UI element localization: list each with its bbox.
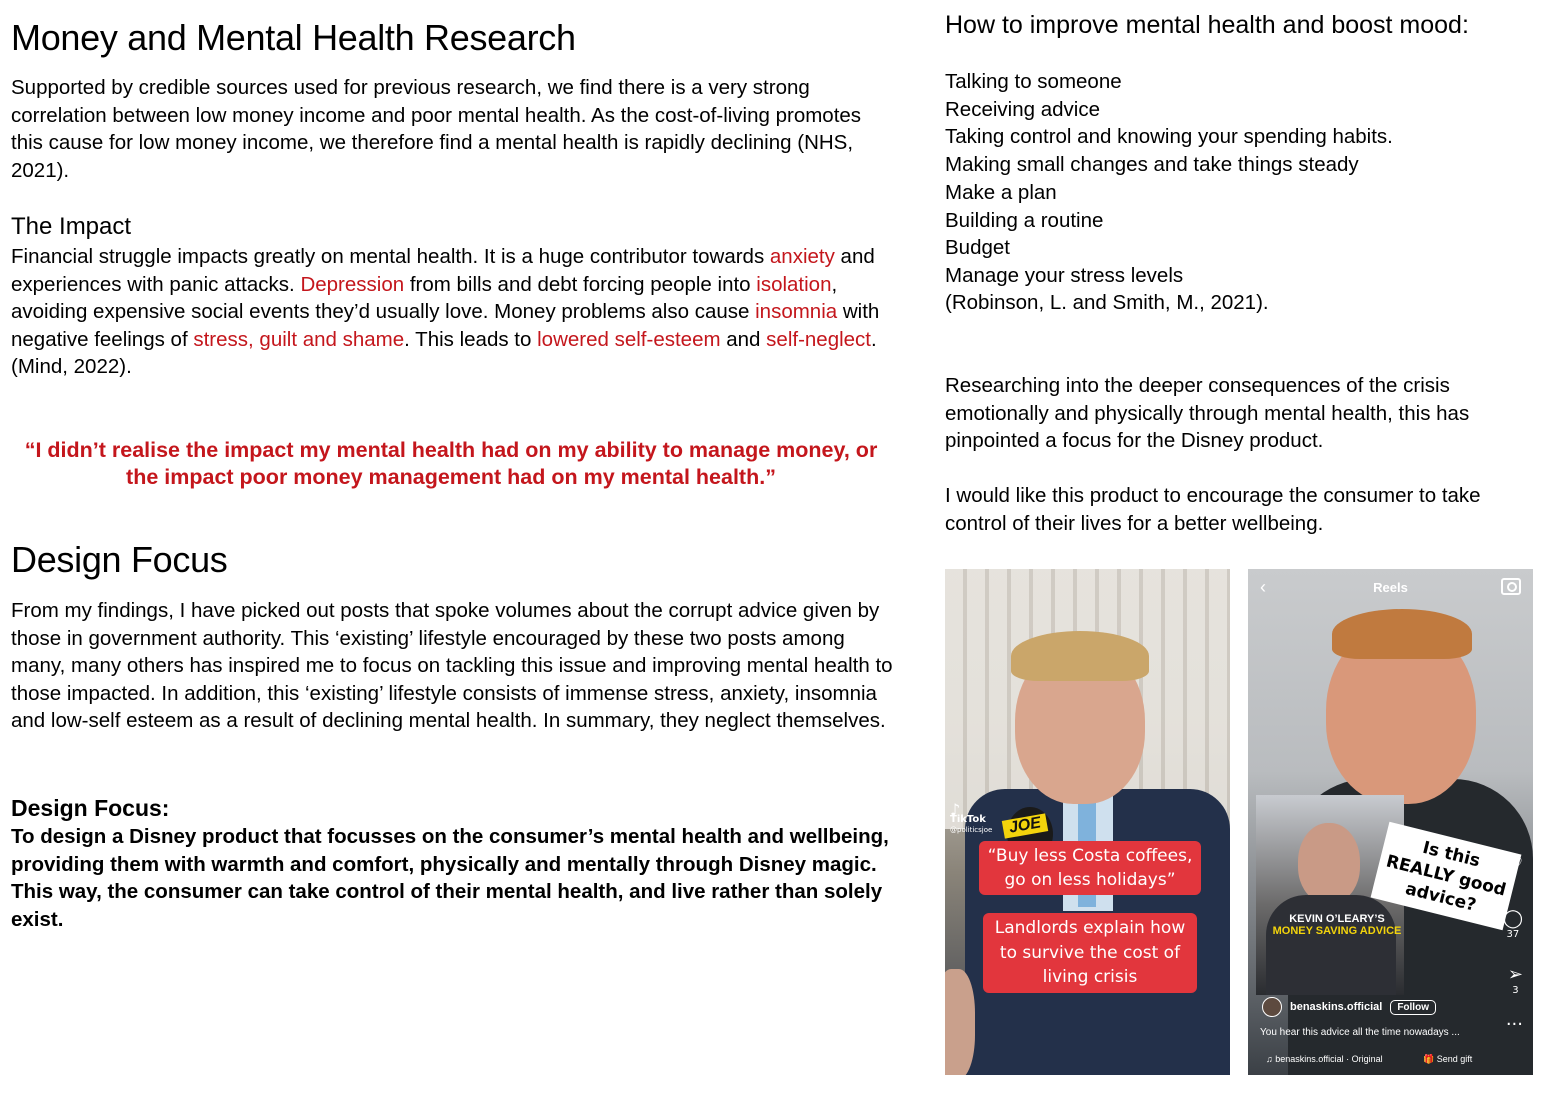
follow-button[interactable]: Follow (1390, 1000, 1436, 1015)
tiktok-logo-text: TikTok (950, 814, 986, 825)
tip-item: Budget (945, 236, 1010, 260)
tip-item: Taking control and knowing your spending habits. (945, 125, 1393, 149)
tiktok-icon: ♪ (950, 800, 961, 819)
impact-text: with negative feelings of (11, 300, 880, 351)
impact-text: , avoiding expensive social events they’d usually love. Money problems also cause (11, 272, 838, 323)
person-hair (1011, 631, 1149, 681)
pull-quote: “I didn’t realise the impact my mental health had on my ability to manage money, or the impact poor money management had on my mental health.” (24, 438, 878, 489)
reel-author (1262, 997, 1436, 1017)
highlight-isolation: isolation (756, 272, 832, 296)
product-note: I would like this product to encourage the consumer to take control of their lives for a better wellbeing. (945, 484, 1481, 535)
tip-item: Make a plan (945, 180, 1057, 204)
tip-item: Receiving advice (945, 97, 1100, 121)
highlight-lowered-self-esteem: lowered self-esteem (537, 327, 721, 351)
camera-icon[interactable] (1501, 578, 1521, 595)
share-count: 3 (1512, 985, 1519, 996)
reel-audio[interactable] (1266, 1054, 1383, 1064)
person-hair (1332, 609, 1472, 659)
design-focus-heading: Design Focus (11, 539, 228, 580)
share-button[interactable] (1508, 965, 1523, 996)
highlight-self-neglect: self-neglect (766, 327, 872, 351)
highlight-anxiety: anxiety (769, 245, 835, 268)
impact-paragraph (11, 243, 891, 381)
design-focus-statement: To design a Disney product that focusses on the consumer’s mental health and wellbeing, providing them with warmth and comfort, physically and mentally through Disney magic. This way, the consumer can take control of their mental health, and live rather than solely exist. (11, 825, 889, 932)
impact-text: . This leads to (404, 327, 538, 351)
inset-person-head (1298, 823, 1360, 903)
tiktok-logo (950, 800, 993, 835)
music-icon: ♫ (1266, 1054, 1276, 1064)
tips-heading: How to improve mental health and boost mood: (945, 11, 1469, 39)
tip-item: Making small changes and take things steady (945, 153, 1359, 177)
tips-citation: (Robinson, L. and Smith, M., 2021). (945, 291, 1269, 314)
gift-icon: 🎁 (1423, 1054, 1437, 1064)
highlight-depression: Depression (300, 272, 405, 296)
tiktok-handle: @politicsjoe (950, 826, 993, 834)
microphone-flag: JOE (1002, 813, 1048, 838)
gift-label: Send gift (1436, 1054, 1473, 1064)
more-options-button[interactable] (1506, 1015, 1523, 1035)
design-focus-subheading: Design Focus: (11, 795, 170, 821)
page-title: Money and Mental Health Research (11, 17, 576, 58)
comment-count: 37 (1506, 929, 1520, 940)
audio-label: benaskins.official · Original (1275, 1054, 1383, 1064)
heart-icon: ♡ (1506, 854, 1523, 875)
impact-heading: The Impact (11, 213, 132, 240)
reels-screenshot (1248, 569, 1533, 1075)
question-sticker: Is this REALLY good advice? (1371, 822, 1522, 931)
impact-text: from bills and debt forcing people into (404, 272, 757, 296)
inset-caption-sub: MONEY SAVING ADVICE (1272, 925, 1402, 937)
tiktok-caption-quote: “Buy less Costa coffees, go on less holidays” (979, 841, 1201, 895)
tip-item: Talking to someone (945, 70, 1122, 93)
inset-caption (1262, 913, 1412, 937)
impact-text: Financial struggle impacts greatly on mental health. It is a huge contributor towards (11, 245, 770, 268)
intro-paragraph: Supported by credible sources used for previous research, we find there is a very strong correlation between low money income and poor mental health. As the cost-of-living promotes this cause for low money income, we therefore find a mental health is rapidly declining (NHS, 2021). (11, 76, 862, 182)
tiktok-caption-headline: Landlords explain how to survive the cost of living crisis (983, 913, 1197, 993)
tiktok-screenshot (945, 569, 1230, 1075)
inset-caption-name: KEVIN O’LEARY’S (1289, 913, 1385, 925)
reel-description[interactable]: You hear this advice all the time nowadays ... (1260, 1027, 1460, 1038)
tips-list (945, 68, 1393, 290)
tip-item: Building a routine (945, 208, 1104, 232)
design-focus-paragraph: From my findings, I have picked out posts that spoke volumes about the corrupt advice given by those in government authority. This ‘existing’ lifestyle encouraged by these two posts among many, many others has inspired me to focus on tackling this issue and improving mental health to those impacted. In addition, this ‘existing’ lifestyle consists of immense stress, anxiety, insomnia and low-self esteem as a result of declining mental health. In summary, they neglect themselves. (11, 599, 893, 732)
comment-button[interactable] (1503, 909, 1523, 940)
highlight-stress-guilt-shame: stress, guilt and shame (193, 327, 405, 351)
research-note: Researching into the deeper consequences of the crisis emotionally and physically through mental health, this has pinpointed a focus for the Disney product. (945, 374, 1470, 452)
back-icon[interactable]: ‹ (1260, 577, 1266, 597)
reels-title: Reels (1373, 580, 1408, 595)
send-icon: ➢ (1507, 964, 1523, 985)
like-button[interactable] (1507, 855, 1523, 875)
avatar[interactable] (1262, 997, 1282, 1017)
inset-person-suit (1266, 895, 1396, 995)
highlight-insomnia: insomnia (755, 300, 838, 323)
tip-item: Manage your stress levels (945, 263, 1184, 287)
username[interactable]: benaskins.official (1290, 1001, 1383, 1013)
more-icon: ··· (1505, 1014, 1523, 1035)
impact-text: and experiences with panic attacks. (11, 245, 875, 296)
impact-text: . (Mind, 2022). (11, 327, 877, 378)
interviewer-hand (945, 969, 975, 1075)
impact-text: and (720, 327, 767, 351)
send-gift-button[interactable] (1423, 1054, 1472, 1065)
comment-icon: ◯ (1502, 908, 1523, 929)
